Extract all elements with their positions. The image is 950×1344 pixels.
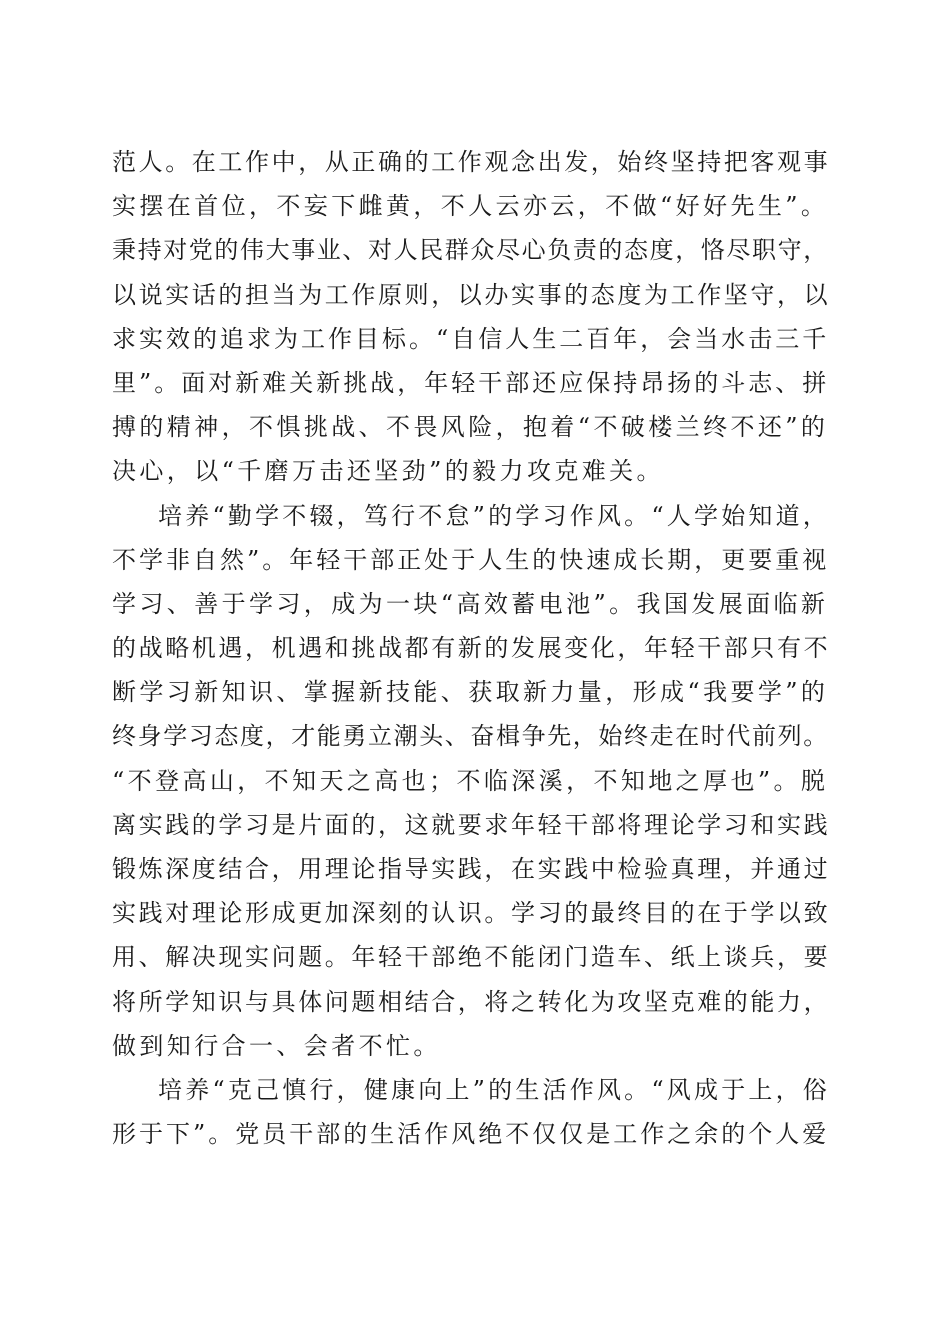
text-line: 形于下”。党员干部的生活作风绝不仅仅是工作之余的个人爱 (112, 1120, 830, 1149)
text-line: 不学非自然”。年轻干部正处于人生的快速成长期，更要重视 (112, 545, 830, 574)
text-line: 终身学习态度，才能勇立潮头、奋楫争先，始终走在时代前列。 (112, 722, 829, 751)
text-line: 实践对理论形成更加深刻的认识。学习的最终目的在于学以致 (112, 899, 831, 928)
text-line: 离实践的学习是片面的，这就要求年轻干部将理论学习和实践 (112, 810, 831, 839)
text-line: 的战略机遇，机遇和挑战都有新的发展变化，年轻干部只有不 (112, 634, 831, 663)
text-line: 秉持对党的伟大事业、对人民群众尽心负责的态度，恪尽职守， (112, 236, 829, 265)
text-line: 决心，以“千磨万击还坚劲”的毅力攻克难关。 (112, 457, 664, 486)
paragraph-start-line: 培养“克己慎行，健康向上”的生活作风。“风成于上，俗 (158, 1075, 831, 1104)
text-line: 做到知行合一、会者不忙。 (112, 1031, 441, 1060)
text-line: 学习、善于学习，成为一块“高效蓄电池”。我国发展面临新 (112, 589, 829, 618)
text-line: 范人。在工作中，从正确的工作观念出发，始终坚持把客观事 (112, 148, 831, 176)
text-line: “不登高山，不知天之高也；不临深溪，不知地之厚也”。脱 (112, 766, 829, 795)
text-line: 求实效的追求为工作目标。“自信人生二百年，会当水击三千 (112, 324, 830, 353)
text-line: 锻炼深度结合，用理论指导实践，在实践中检验真理，并通过 (112, 855, 831, 883)
text-line: 断学习新知识、掌握新技能、获取新力量，形成“我要学”的 (112, 678, 829, 707)
text-line: 用、解决现实问题。年轻干部绝不能闭门造车、纸上谈兵，要 (112, 943, 831, 972)
text-line: 将所学知识与具体问题相结合，将之转化为攻坚克难的能力， (112, 987, 831, 1016)
text-line: 实摆在首位，不妄下雌黄，不人云亦云，不做“好好先生”。 (112, 192, 829, 221)
text-line: 以说实话的担当为工作原则，以办实事的态度为工作坚守，以 (112, 280, 831, 309)
text-line: 搏的精神，不惧挑战、不畏风险，抱着“不破楼兰终不还”的 (112, 413, 829, 442)
paragraph-start-line: 培养“勤学不辍，笃行不怠”的学习作风。“人学始知道， (158, 501, 831, 530)
body-text (112, 140, 832, 1156)
text-line: 里”。面对新难关新挑战，年轻干部还应保持昂扬的斗志、拼 (112, 368, 830, 397)
